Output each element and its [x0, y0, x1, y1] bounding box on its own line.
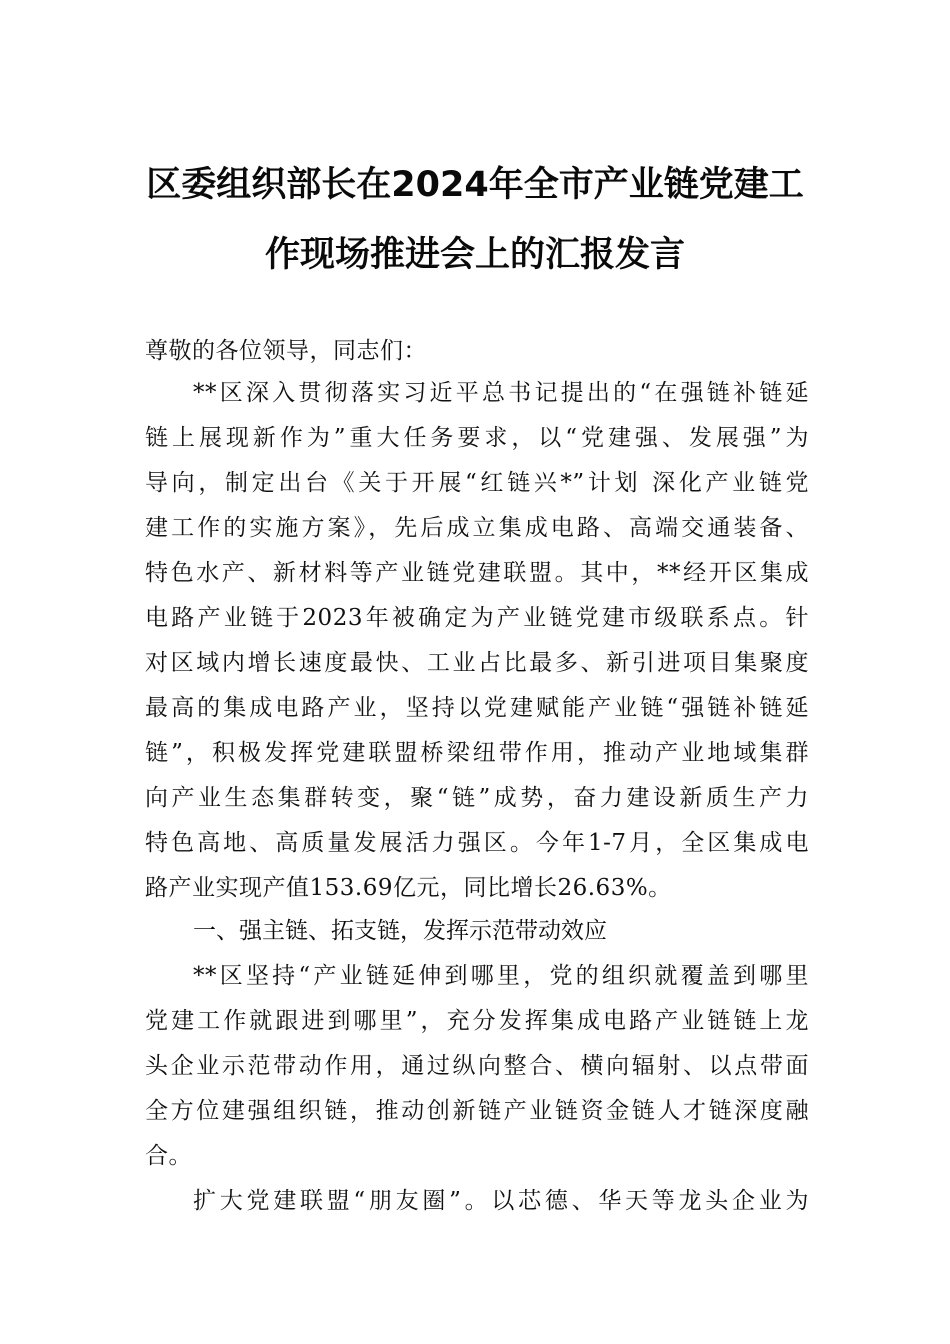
paragraph-1-line: 建工作的实施方案》，先后成立集成电路、高端交通装备、 [145, 515, 809, 541]
salutation: 尊敬的各位领导，同志们： [145, 338, 427, 364]
document-title-line-1: 区委组织部长在2024年全市产业链党建工 [146, 165, 804, 205]
paragraph-2-line: 合。 [145, 1143, 192, 1169]
paragraph-1-line: 向产业生态集群转变，聚“链”成势，奋力建设新质生产力 [145, 785, 809, 811]
paragraph-2-line: **区坚持“产业链延伸到哪里，党的组织就覆盖到哪里 [193, 963, 809, 989]
paragraph-1-line: 电路产业链于2023年被确定为产业链党建市级联系点。针 [145, 605, 809, 631]
paragraph-1-line: 最高的集成电路产业，坚持以党建赋能产业链“强链补链延 [145, 695, 809, 721]
paragraph-1-line: 链上展现新作为”重大任务要求，以“党建强、发展强”为 [145, 425, 809, 451]
paragraph-1-line: 对区域内增长速度最快、工业占比最多、新引进项目集聚度 [145, 650, 809, 676]
paragraph-2-line: 全方位建强组织链，推动创新链产业链资金链人才链深度融 [145, 1098, 809, 1124]
paragraph-2-line: 党建工作就跟进到哪里”，充分发挥集成电路产业链链上龙 [145, 1008, 809, 1034]
paragraph-1-line: 链”，积极发挥党建联盟桥梁纽带作用，推动产业地域集群 [145, 740, 809, 766]
paragraph-1-line: 特色水产、新材料等产业链党建联盟。其中，**经开区集成 [145, 560, 809, 586]
document-title-line-2: 作现场推进会上的汇报发言 [264, 235, 685, 275]
paragraph-1-line: 特色高地、高质量发展活力强区。今年1-7月，全区集成电 [145, 830, 809, 856]
paragraph-2-line: 头企业示范带动作用，通过纵向整合、横向辐射、以点带面 [145, 1053, 809, 1079]
paragraph-3-line: 扩大党建联盟“朋友圈”。以芯德、华天等龙头企业为 [193, 1188, 809, 1214]
paragraph-1-line: 路产业实现产值153.69亿元，同比增长26.63%。 [145, 875, 672, 901]
paragraph-1-line: 导向，制定出台《关于开展“红链兴*”计划 深化产业链党 [145, 470, 809, 496]
paragraph-1-line: **区深入贯彻落实习近平总书记提出的“在强链补链延 [193, 380, 809, 406]
section-heading-1: 一、强主链、拓支链，发挥示范带动效应 [193, 918, 607, 944]
